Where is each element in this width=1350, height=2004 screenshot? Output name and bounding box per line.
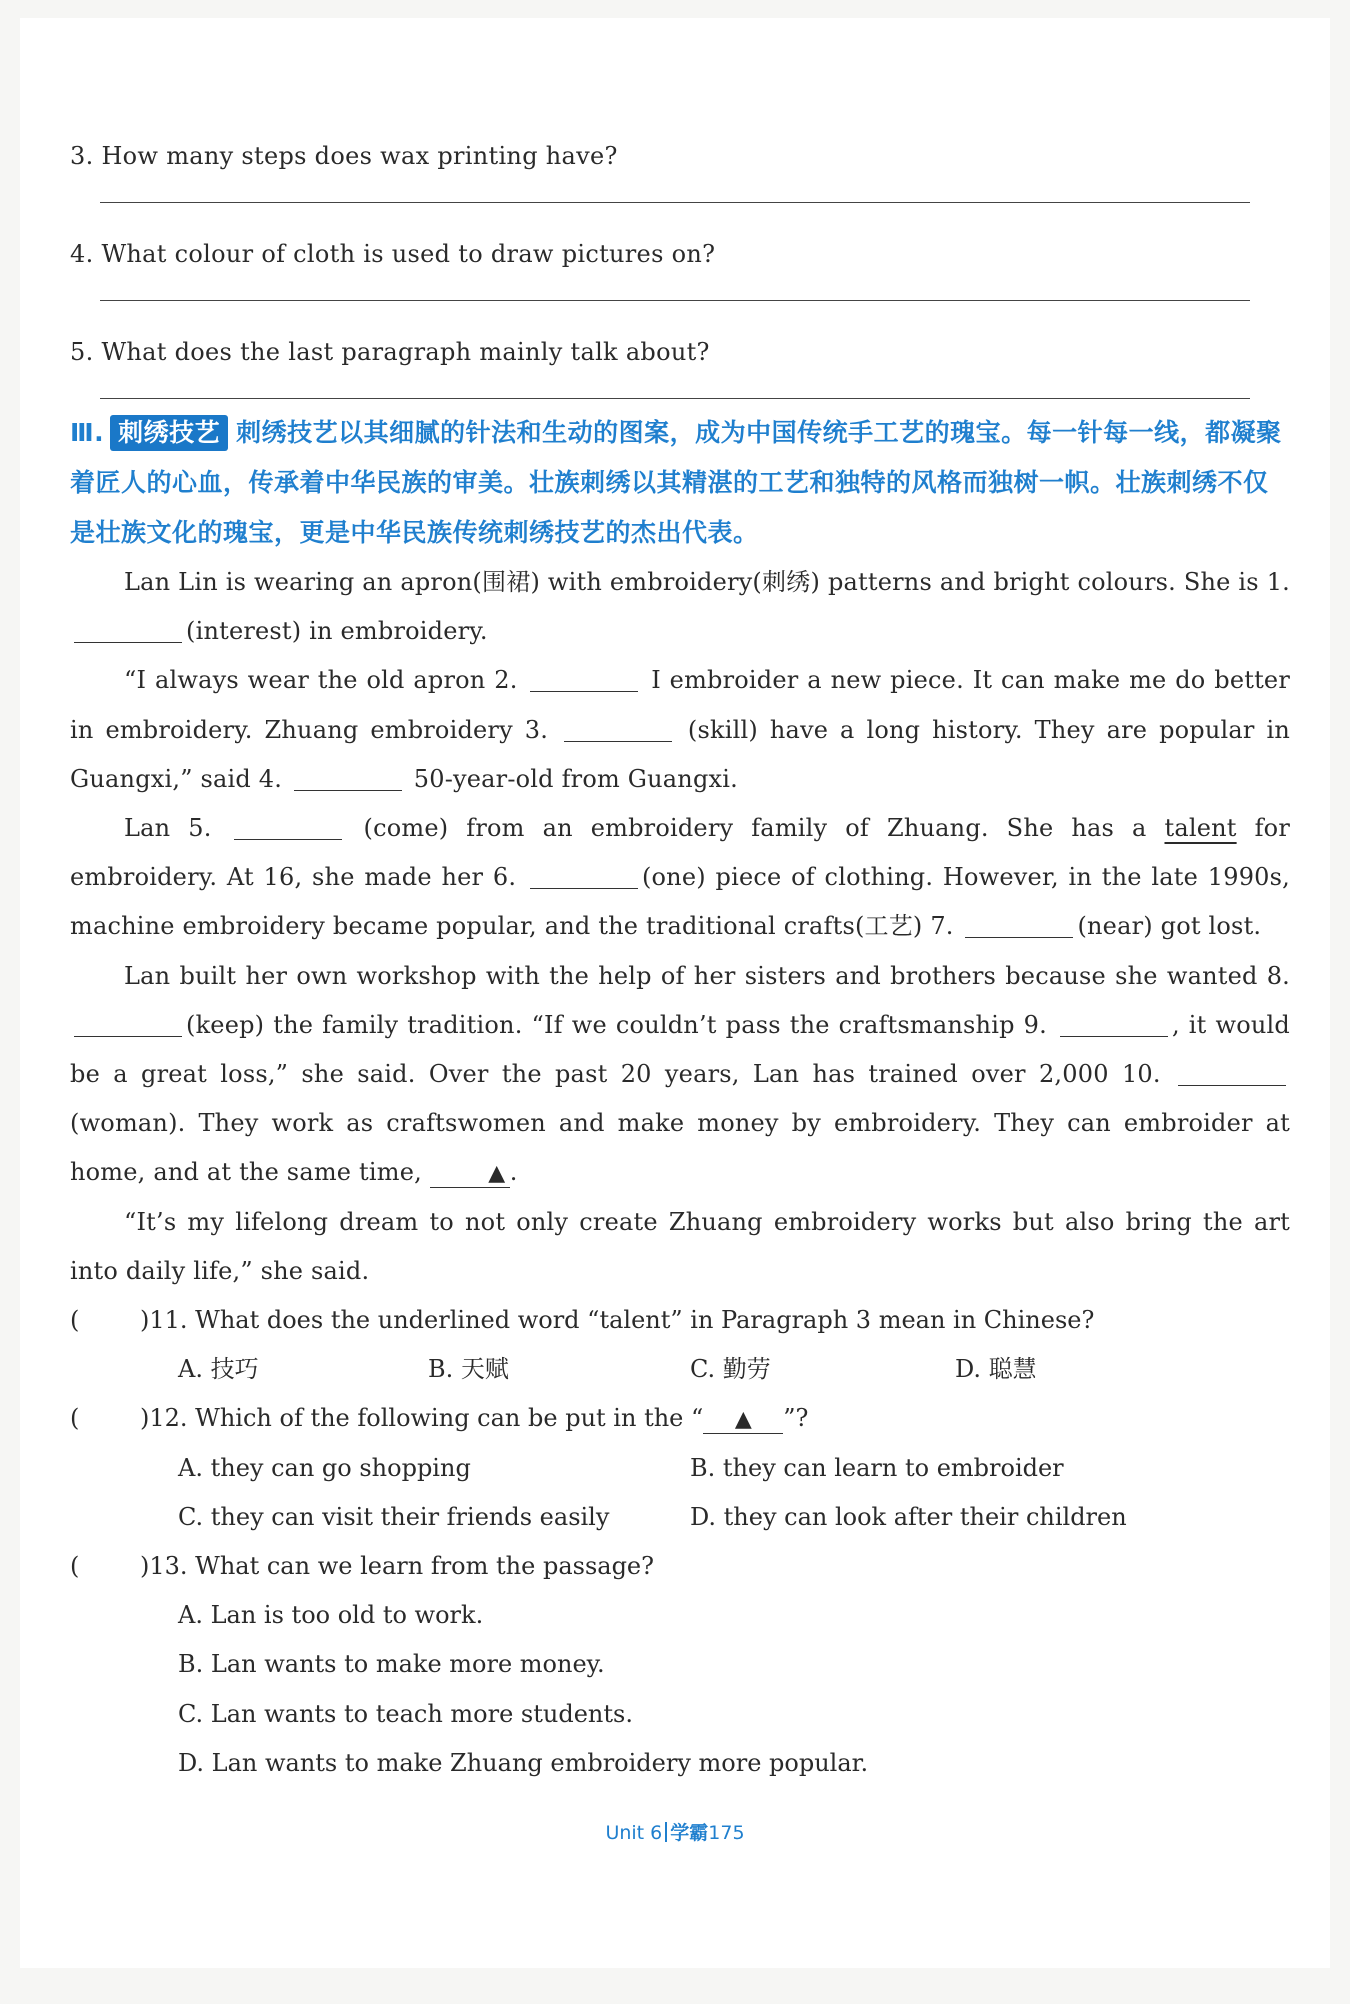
question-number: 3. (70, 142, 94, 170)
answer-paren[interactable]: ( (70, 1551, 80, 1580)
question-text: What colour of cloth is used to draw pictures on? (101, 240, 716, 268)
question-stem: )11. What does the underlined word “talent” in Paragraph 3 mean in Chinese? (140, 1306, 1095, 1335)
option-d[interactable]: D. Lan wants to make Zhuang embroidery more popular. (178, 1748, 869, 1777)
page-number: 175 (708, 1822, 745, 1844)
question-13 (70, 1542, 1290, 1591)
question-number: 4. (70, 240, 94, 268)
passage-text: (come) from an embroidery family of Zhuang. She has a (345, 814, 1165, 843)
blank-2[interactable] (530, 665, 638, 692)
passage-text: Lan 5. (124, 814, 230, 843)
answer-line[interactable] (100, 300, 1250, 301)
question-11 (70, 1296, 1290, 1345)
options-11 (70, 1345, 1290, 1394)
paragraph-1 (70, 558, 1290, 656)
passage-text: I embroider a new piece. It can make me do better in embroidery. Zhuang embroidery 3. (70, 666, 1290, 744)
section-numeral: Ⅲ. (70, 418, 105, 447)
passage-text: (keep) the family tradition. “If we couldn’t pass the craftsmanship 9. (186, 1010, 1056, 1039)
answer-line[interactable] (100, 202, 1250, 203)
question-4 (70, 234, 1290, 332)
options-12-row1 (70, 1444, 1290, 1493)
paragraph-2 (70, 656, 1290, 804)
option-row (70, 1591, 1290, 1640)
option-row (70, 1739, 1290, 1788)
passage-text: (one) piece of clothing. However, in the late 1990s, machine embroidery became popular, and the traditional crafts(工艺) 7. (70, 863, 1290, 941)
workbook-page (20, 18, 1330, 1968)
unit-label: Unit 6 (605, 1822, 663, 1844)
passage-text: (skill) have a long history. They are popular in Guangxi,” said 4. (70, 715, 1291, 793)
passage-text: 50-year-old from Guangxi. (405, 764, 738, 793)
blank-1[interactable] (74, 616, 182, 643)
section-intro (70, 408, 1290, 558)
passage-text: (woman). They work as craftswomen and make money by embroidery. They can embroider at home, and at the same time, (70, 1109, 1290, 1187)
question-stem-text: ”? (783, 1404, 809, 1433)
blank-9[interactable] (1060, 1010, 1168, 1037)
question-5 (70, 332, 1290, 398)
option-d[interactable]: D. 聪慧 (955, 1355, 1037, 1384)
option-row (70, 1640, 1290, 1689)
option-row (70, 1690, 1290, 1739)
passage-text: “I always wear the old apron 2. (124, 666, 527, 695)
reading-passage (70, 558, 1290, 1296)
blank-4[interactable] (294, 764, 402, 791)
answer-paren[interactable]: ( (70, 1306, 80, 1335)
option-d[interactable]: D. they can look after their children (690, 1502, 1127, 1531)
question-stem: )13. What can we learn from the passage? (140, 1551, 654, 1580)
passage-text: for embroidery. At 16, she made her 6. (70, 814, 1291, 892)
question-text: What does the last paragraph mainly talk about? (101, 338, 710, 366)
option-c[interactable]: C. 勤劳 (690, 1355, 771, 1384)
blank-10[interactable] (1178, 1059, 1286, 1086)
question-stem-text: )12. Which of the following can be put in the “ (140, 1404, 704, 1433)
triangle-blank[interactable]: ▲ (430, 1161, 510, 1188)
passage-text: Lan Lin is wearing an apron(围裙) with embroidery(刺绣) patterns and bright colours. She is 1. (124, 568, 1290, 596)
section-tag: 刺绣技艺 (110, 415, 228, 451)
question-3 (70, 136, 1290, 234)
triangle-blank: ▲ (703, 1407, 783, 1434)
option-a[interactable]: A. Lan is too old to work. (178, 1601, 484, 1630)
blank-5[interactable] (234, 813, 342, 840)
blank-8[interactable] (74, 1010, 182, 1037)
paragraph-3 (70, 804, 1290, 952)
blank-3[interactable] (564, 715, 672, 742)
option-b[interactable]: B. they can learn to embroider (690, 1453, 1064, 1482)
question-text: How many steps does wax printing have? (101, 142, 618, 170)
section-intro-text: 刺绣技艺以其细腻的针法和生动的图案，成为中国传统手工艺的瑰宝。每一针每一线，都凝聚着匠人的心血，传承着中华民族的审美。壮族刺绣以其精湛的工艺和独特的风格而独树一帜。壮族刺绣不仅是壮族文化的瑰宝，更是中华民族传统刺绣技艺的杰出代表。 (70, 418, 1282, 547)
option-c[interactable]: C. they can visit their friends easily (178, 1502, 610, 1531)
blank-7[interactable] (965, 911, 1073, 938)
passage-text: , it would be a great loss,” she said. Over the past 20 years, Lan has trained over 2,000 10. (70, 1010, 1290, 1089)
answer-paren[interactable]: ( (70, 1404, 80, 1433)
option-a[interactable]: A. they can go shopping (178, 1453, 471, 1482)
options-12-row2 (70, 1493, 1290, 1542)
passage-text: (near) got lost. (1077, 912, 1262, 941)
page-footer (20, 1818, 1330, 1845)
footer-divider (665, 1822, 667, 1842)
underlined-word-talent: talent (1164, 814, 1237, 843)
multiple-choice (70, 1296, 1290, 1788)
brand-label: 学霸 (670, 1822, 709, 1844)
blank-6[interactable] (530, 862, 638, 889)
question-number: 5. (70, 338, 94, 366)
option-b[interactable]: B. Lan wants to make more money. (178, 1650, 605, 1679)
passage-text: (interest) in embroidery. (186, 617, 488, 646)
option-c[interactable]: C. Lan wants to teach more students. (178, 1699, 633, 1728)
option-a[interactable]: A. 技巧 (178, 1355, 259, 1384)
paragraph-5: “It’s my lifelong dream to not only create Zhuang embroidery works but also bring the art into daily life,” she said. (70, 1207, 1290, 1285)
passage-text: . (509, 1158, 518, 1187)
question-stem (140, 1394, 808, 1443)
question-12 (70, 1394, 1290, 1443)
paragraph-4 (70, 952, 1290, 1198)
option-b[interactable]: B. 天赋 (428, 1355, 509, 1384)
passage-text: Lan built her own workshop with the help of her sisters and brothers because she wanted 8. (124, 961, 1290, 990)
answer-line[interactable] (100, 398, 1250, 399)
page-content (70, 136, 1290, 1788)
